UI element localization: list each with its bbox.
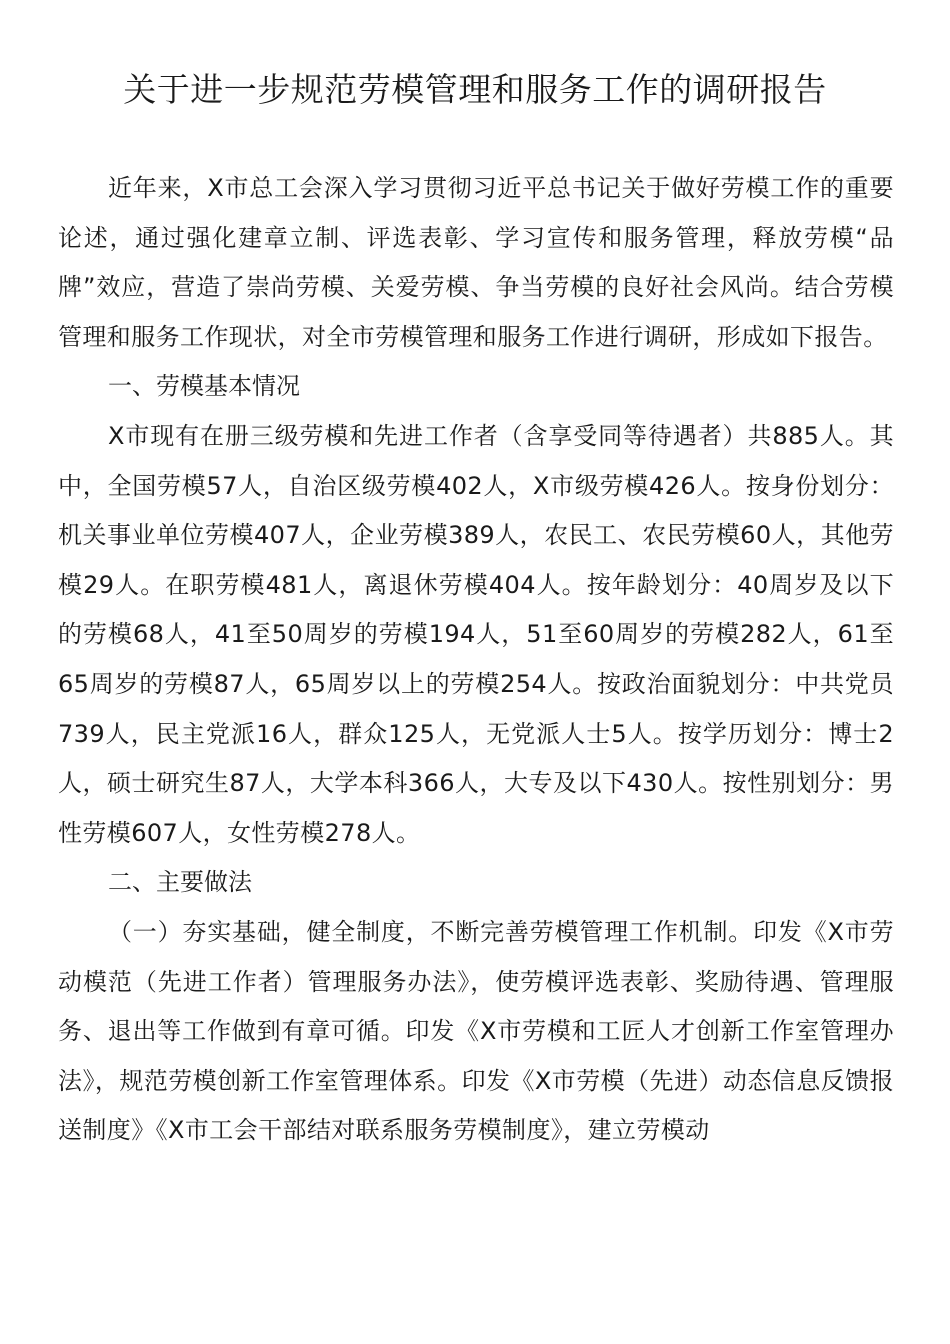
intro-paragraph: 近年来，X市总工会深入学习贯彻习近平总书记关于做好劳模工作的重要论述，通过强化建章立制、评选表彰、学习宣传和服务管理，释放劳模“品牌”效应，营造了崇尚劳模、关爱劳模、争当劳模的良好社会风尚。结合劳模管理和服务工作现状，对全市劳模管理和服务工作进行调研，形成如下报告。 <box>58 174 894 351</box>
practices-paragraph: （一）夯实基础，健全制度，不断完善劳模管理工作机制。印发《X市劳动模范（先进工作者）管理服务办法》，使劳模评选表彰、奖励待遇、管理服务、退出等工作做到有章可循。印发《X市劳模和工匠人才创新工作室管理办法》，规范劳模创新工作室管理体系。印发《X市劳模（先进）动态信息反馈报送制度》《X市工会干部结对联系服务劳模制度》，建立劳模动 <box>58 917 894 1145</box>
document-body <box>58 164 894 1156</box>
section-heading-main-practices: 二、主要做法 <box>108 868 252 897</box>
document-title: 关于进一步规范劳模管理和服务工作的调研报告 <box>123 70 827 109</box>
statistics-paragraph: X市现有在册三级劳模和先进工作者（含享受同等待遇者）共885人。其中，全国劳模57人，自治区级劳模402人，X市级劳模426人。按身份划分：机关事业单位劳模407人，企业劳模389人，农民工、农民劳模60人，其他劳模29人。在职劳模481人，离退休劳模404人。按年龄划分：40周岁及以下的劳模68人，41至50周岁的劳模194人，51至60周岁的劳模282人，61至65周岁的劳模87人，65周岁以上的劳模254人。按政治面貌划分：中共党员739人，民主党派16人，群众125人，无党派人士5人。按学历划分：博士2人，硕士研究生87人，大学本科366人，大专及以下430人。按性别划分：男性劳模607人，女性劳模278人。 <box>58 421 894 847</box>
section-heading-basic-situation: 一、劳模基本情况 <box>108 372 300 401</box>
